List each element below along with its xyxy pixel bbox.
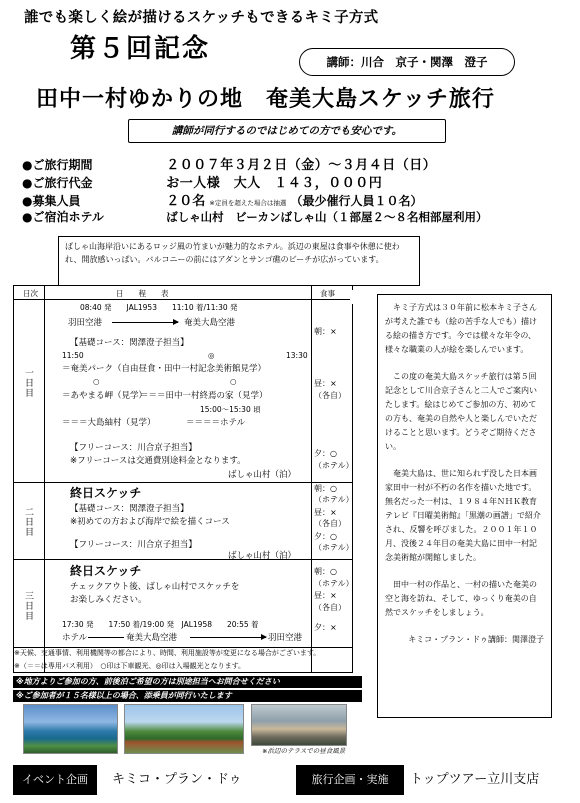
photo-lodge — [124, 704, 244, 754]
hotel-description: ばしゃ山海岸沿いにあるロッジ風の竹まいが魅力的なホテル。浜辺の東屋は食事や休憩に使われ、開放感いっぱい。バルコニーの前にはアダンとサンゴ礁のビーチが広がっています。 — [58, 236, 420, 286]
info-hotel — [22, 208, 488, 225]
day1-meal: 朝：× — [314, 327, 337, 336]
sidebar-intro — [377, 294, 552, 718]
info-value: ２０名 — [166, 194, 206, 209]
bus-line — [88, 637, 124, 638]
day1-meal: （各自） — [314, 391, 346, 400]
info-label: ●ご旅行代金 — [22, 176, 93, 190]
info-value: お一人様 大人 １４３，０００円 — [166, 176, 383, 191]
day2-title: 終日スケッチ — [70, 486, 142, 500]
day2-basic-course: 【基礎コース：関澤澄子担当】 — [70, 504, 189, 514]
day1-meal: 昼：× — [314, 379, 337, 388]
day1-circle: ◎ — [208, 351, 215, 360]
day2-stay: ばしゃ山村（泊） — [228, 551, 297, 561]
reassurance-ribbon: 講師が同行するのではじめての方でも安心です。 — [128, 119, 446, 143]
info-extra: （最少催行人員１０名） — [290, 194, 423, 208]
info-label: ●募集人員 — [22, 194, 81, 208]
sidebar-paragraph: この度の奄美大島スケッチ旅行は第５回記念として川合京子さんと二人でご案内いたします。絵はじめてご参加の方、初めての方も、奄美の自然や人と楽しんでいただけることと思います。どうぞご期待ください。 — [385, 372, 537, 451]
day1-time-1150: 11:50 — [62, 351, 84, 360]
day1-meal: （ホテル） — [314, 461, 354, 470]
day1-flight-times: 08:40 発 JAL1953 11:10 着/11:30 発 — [80, 303, 238, 312]
day2-meal: （各自） — [314, 519, 346, 528]
info-capacity — [22, 190, 423, 209]
day3-meal: 昼：× — [314, 591, 337, 600]
photo-caption: ※浜辺のテラスでの昼食風景 — [262, 747, 346, 755]
day1-label: 一日目 — [23, 368, 33, 398]
note-legend: ※（＝＝は専用バス利用） ○印は下車観光、◎印は入場観光となります。 — [14, 662, 246, 670]
day1-basic-course: 【基礎コース：関澤澄子担当】 — [70, 338, 189, 348]
day3-meal: 朝：○ — [314, 567, 337, 576]
commemorative-title: 第５回記念 — [70, 34, 211, 64]
day1-from: 羽田空港 — [68, 318, 103, 328]
notice-bar-guide: ※ご参加者が１５名様以上の場合、添乗員が同行いたします — [13, 690, 362, 702]
day3-checkout: チェックアウト後、ばしゃ山村でスケッチを — [70, 582, 240, 592]
info-price — [22, 172, 382, 191]
travel-label: 旅行企画・実施 — [296, 765, 404, 795]
day2-label: 二日目 — [23, 507, 33, 537]
header-meal: 食事 — [320, 289, 335, 298]
day3-meal: 夕：× — [314, 623, 337, 632]
flight-arrow — [190, 637, 266, 638]
row-divider — [14, 299, 352, 300]
day1-time-range: 15:00～15:30 頃 — [200, 405, 261, 414]
day2-meal: （ホテル） — [314, 543, 354, 552]
day2-meal: 朝：○ — [314, 484, 337, 493]
flight-arrow — [112, 322, 178, 323]
day1-o2: ○ — [230, 377, 237, 386]
row-divider — [14, 559, 352, 560]
info-note: ※定員を超えた場合は抽選 — [209, 199, 287, 207]
day2-meal: （ホテル） — [314, 495, 354, 504]
column-divider — [311, 286, 312, 672]
event-label: イベント企画 — [13, 765, 97, 795]
sidebar-paragraph: キミ子方式は３０年前に松本キミ子さんが考えた誰でも（絵の苦手な人でも）描ける絵の描き方です。今では様々な年令の、様々な職業の人が絵を楽しんでいます。 — [385, 303, 537, 354]
day2-basic-note: ※初めての方および海岸で絵を描くコース — [70, 517, 230, 527]
day1-grave: ＝＝＝田中一村終焉の家（見学） — [140, 391, 268, 401]
photo-terrace — [251, 704, 347, 746]
trip-title: 田中一村ゆかりの地 奄美大島スケッチ旅行 — [36, 87, 495, 112]
day1-o1: ○ — [93, 377, 100, 386]
note-changes: ※天候、交通事情、利用機関等の都合により、時間、利用施設等が変更になる場合がございます。 — [14, 649, 321, 657]
day1-park: ＝奄美パーク（自由昼食・田中一村記念美術館見学） — [62, 364, 267, 374]
day3-title: 終日スケッチ — [70, 564, 142, 578]
notice-bar-regional: ※地方よりご参加の方、前後泊ご希望の方は別途担当へお問合せください — [13, 676, 362, 688]
header-itinerary: 日 程 表 — [116, 289, 169, 298]
day2-meal: 昼：× — [314, 508, 337, 517]
day1-free-course: 【フリーコース：川合京子担当】 — [70, 443, 197, 453]
column-divider — [44, 286, 45, 672]
info-value: ばしゃ山村 ビーカンばしゃ山（１部屋２～８名相部屋利用） — [166, 210, 488, 224]
day3-meal: （ホテル） — [314, 579, 354, 588]
info-label: ●ご旅行期間 — [22, 158, 93, 172]
row-divider — [14, 482, 352, 483]
day3-meal: （各自） — [314, 603, 346, 612]
sidebar-paragraph: 奄美大島は、世に知られず没した日本画家田中一村が不朽の名作を描いた地です。無名だった一村は、１９８４年ＮＨＫ教育テレビ『日曜美術館』「黒潮の画譜」で紹介され、反響を呼びました。２００１年１０月、没後２４年目の奄美大島に田中一村記念美術館が開館しました。 — [385, 469, 541, 562]
day1-ooshima: ＝＝＝大島紬村（見学） — [62, 418, 156, 428]
day3-times: 17:30 発 17:50 着/19:00 発 JAL1958 20:55 着 — [62, 620, 259, 629]
day3-via: 奄美大島空港 — [126, 633, 178, 643]
day3-enjoy: お楽しみください。 — [70, 595, 147, 605]
tagline: 誰でも楽しく絵が描けるスケッチもできるキミ子方式 — [24, 10, 379, 26]
event-org: キミコ・プラン・ドゥ — [112, 772, 242, 787]
day1-meal: 夕：○ — [314, 449, 337, 458]
day1-hotel: ＝＝＝＝ホテル — [186, 418, 246, 428]
day2-meal: 夕：○ — [314, 532, 337, 541]
instructors-label: 講師：川合 京子・関澤 澄子 — [299, 48, 515, 76]
day1-to: 奄美大島空港 — [184, 318, 236, 328]
day1-time-1330: 13:30 — [286, 351, 308, 360]
day1-ayamaru: ＝あやまる岬（見学） — [62, 391, 148, 401]
sidebar-signature: キミコ・プラン・ドゥ講師：関澤澄子 — [408, 635, 544, 644]
travel-org: トップツアー立川支店 — [410, 772, 540, 787]
sidebar-tab — [350, 290, 362, 304]
day3-to: 羽田空港 — [268, 633, 303, 643]
day1-free-note: ※フリーコースは交通費別途料金となります。 — [70, 456, 246, 466]
day3-label: 三日目 — [23, 591, 33, 621]
sidebar-paragraph: 田中一村の作品と、一村の描いた奄美の空と海を訪ね、そして、ゆっくり奄美の自然でスケッチをしましょう。 — [385, 580, 537, 617]
info-period — [22, 154, 436, 173]
info-label: ●ご宿泊ホテル — [22, 210, 104, 224]
info-value: ２００７年３月２日（金）～３月４日（日） — [166, 158, 437, 173]
header-day: 日次 — [23, 289, 38, 298]
day1-stay: ばしゃ山村（泊） — [228, 470, 297, 480]
day2-free-course: 【フリーコース：川合京子担当】 — [70, 540, 197, 550]
day3-hotel: ホテル — [62, 633, 88, 643]
photo-beach — [23, 704, 118, 754]
